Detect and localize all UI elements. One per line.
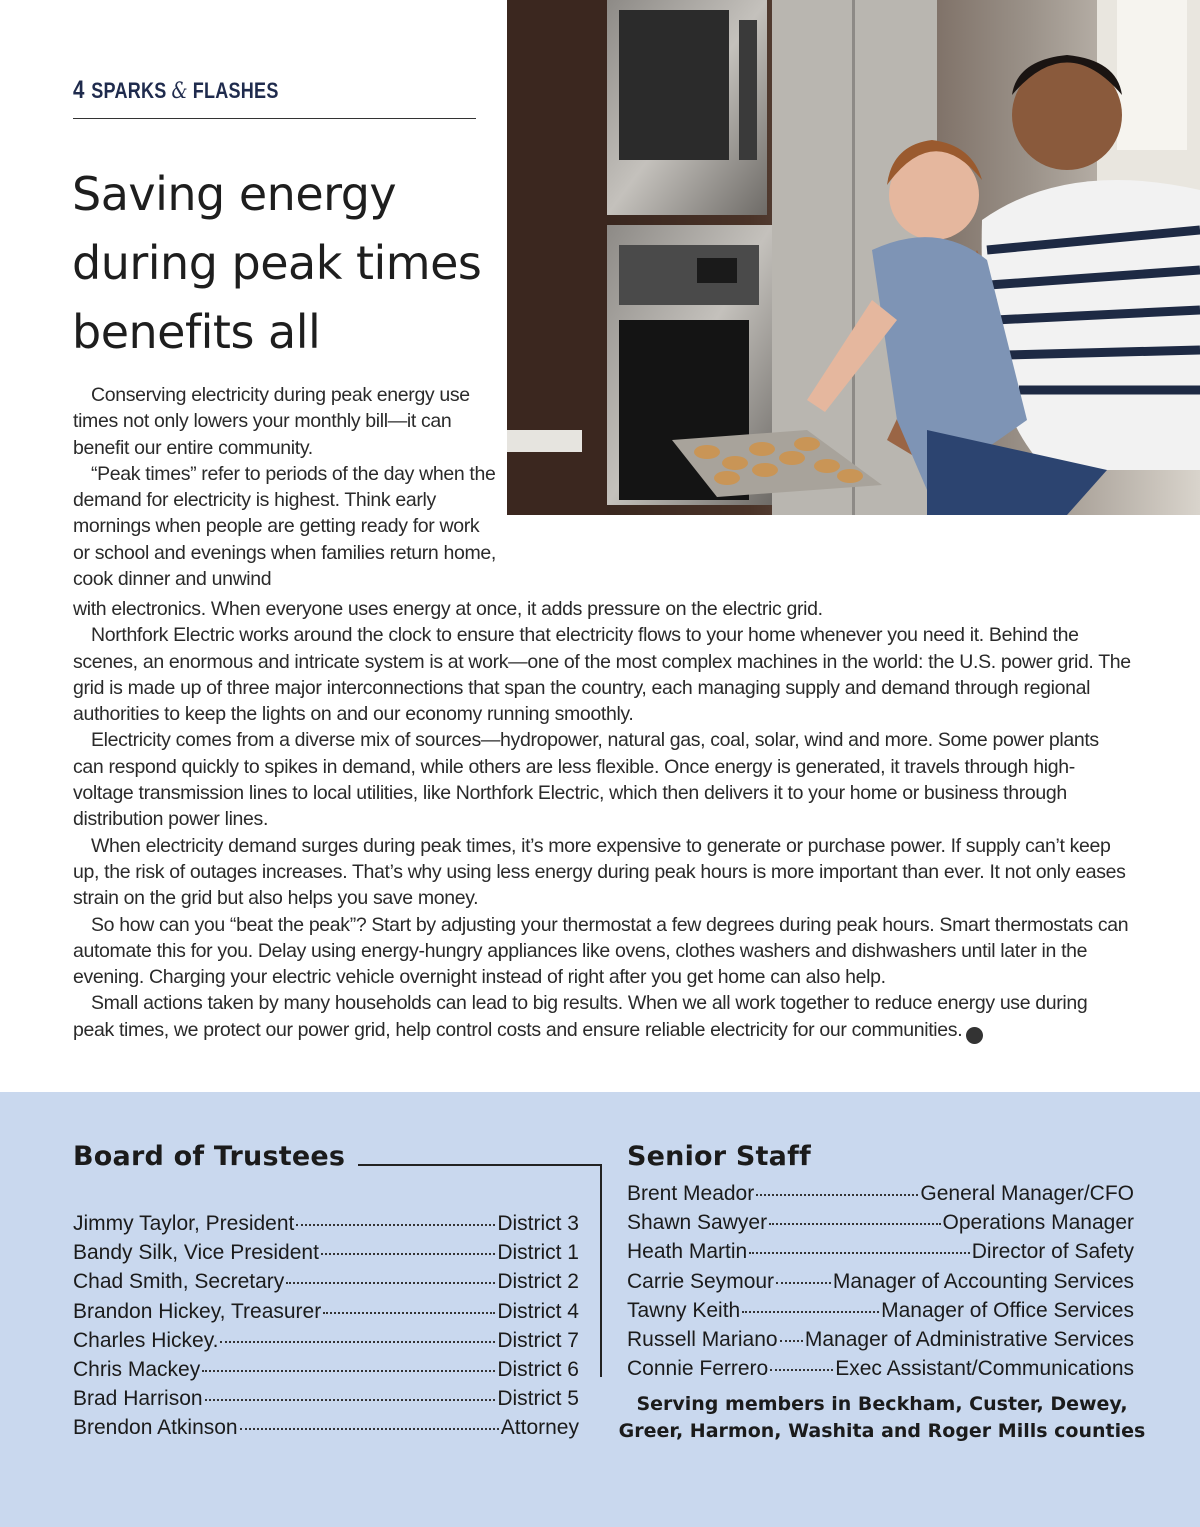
article-paragraph-continued: with electronics. When everyone uses energy at once, it adds pressure on the electric grid. (73, 598, 823, 620)
header-rule (73, 118, 476, 119)
list-item: Tawny Keith Manager of Office Services (627, 1298, 1134, 1322)
article-paragraph: Conserving electricity during peak energy use times not only lowers your monthly bill—it can benefit our entire community. (73, 384, 470, 459)
page-folio (73, 76, 279, 105)
article-body (73, 596, 1133, 1044)
list-item: Shawn Sawyer Operations Manager (627, 1211, 1134, 1235)
page-number: 4 (73, 76, 85, 104)
publication-name-part2: FLASHES (192, 78, 279, 103)
board-list (73, 1212, 579, 1446)
end-mark-icon: G (966, 1027, 983, 1044)
service-area-note: Serving members in Beckham, Custer, Dewey, Greer, Harmon, Washita and Roger Mills counties (618, 1393, 1146, 1442)
list-item: Jimmy Taylor, President District 3 (73, 1212, 579, 1235)
list-item: Chad Smith, Secretary District 2 (73, 1270, 579, 1294)
list-item: Charles Hickey. District 7 (73, 1328, 579, 1352)
list-item: Brad Harrison District 5 (73, 1387, 579, 1411)
article-paragraph: “Peak times” refer to periods of the day when the demand for electricity is highest. Think early mornings when people are getting ready for work or school and evenings when families return home, cook dinner and unwind (73, 462, 496, 591)
publication-ampersand: & (171, 79, 188, 104)
list-item: Brandon Hickey, Treasurer District 4 (73, 1299, 579, 1323)
list-item: Russell Mariano Manager of Administrative Services (627, 1327, 1134, 1351)
article-paragraph: So how can you “beat the peak”? Start by adjusting your thermostat a few degrees during peak hours. Smart thermostats can automate this for you. Delay using energy-hungry appliances like ovens, clothes washers and dishwashers until later in the evening. Charging your electric vehicle overnight instead of right after you get home can also help. (73, 913, 1129, 989)
article-paragraph: Northfork Electric works around the clock to ensure that electricity flows to your home whenever you need it. Behind the scenes, an enormous and intricate system is at work—one of the most complex machines in the world: the U.S. power grid. The grid is made up of three major interconnections that span the country, each managing supply and demand through regional authorities to keep the lights on and our economy running smoothly. (73, 624, 1131, 726)
staff-list (627, 1182, 1134, 1386)
senior-staff-title: Senior Staff (627, 1141, 811, 1172)
board-bracket-vertical (600, 1164, 602, 1377)
article-paragraph: When electricity demand surges during peak times, it’s more expensive to generate or purchase power. If supply can’t keep up, the risk of outages increases. That’s why using less energy during peak hours is more important than ever. It not only eases strain on the grid but also helps you save money. (73, 834, 1126, 910)
list-item: Brendon Atkinson Attorney (73, 1416, 579, 1440)
family-baking-cookies-photo (507, 0, 1200, 515)
list-item: Chris Mackey District 6 (73, 1357, 579, 1381)
list-item: Heath Martin Director of Safety (627, 1240, 1134, 1264)
publication-name-part1: SPARKS (91, 78, 167, 103)
board-of-trustees-title: Board of Trustees (73, 1141, 346, 1172)
article-intro-column (73, 382, 498, 592)
article-headline: Saving energy during peak times benefits all (72, 167, 482, 359)
list-item: Bandy Silk, Vice President District 1 (73, 1241, 579, 1265)
list-item: Connie Ferrero Exec Assistant/Communications (627, 1357, 1134, 1381)
board-bracket-rule (358, 1164, 601, 1166)
list-item: Brent Meador General Manager/CFO (627, 1182, 1134, 1205)
article-paragraph-final (73, 990, 1133, 1043)
list-item: Carrie Seymour Manager of Accounting Services (627, 1269, 1134, 1293)
article-paragraph: Electricity comes from a diverse mix of sources—hydropower, natural gas, coal, solar, wind and more. Some power plants can respond quickly to spikes in demand, while others are less flexible. Once energy is generated, it travels through high-voltage transmission lines to local utilities, like Northfork Electric, which then delivers it to your home or business through distribution power lines. (73, 729, 1099, 831)
final-paragraph-text: Small actions taken by many households can lead to big results. When we all work together to reduce energy use during peak times, we protect our power grid, help control costs and ensure reliable electricity for our communities. (73, 992, 1088, 1041)
